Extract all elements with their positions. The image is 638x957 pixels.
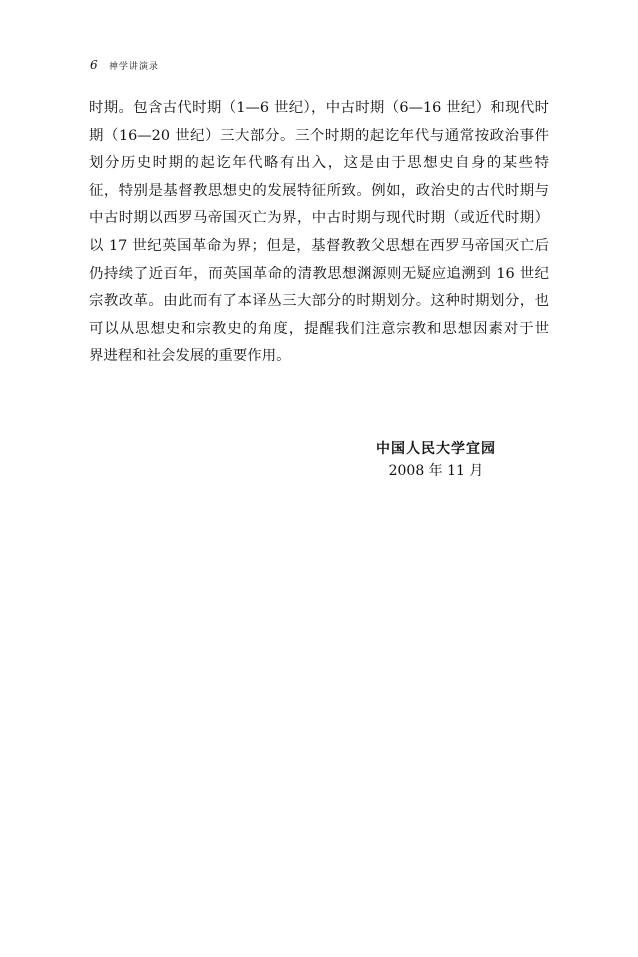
text-line: 仍持续了近百年，而英国革命的清教思想渊源则无疑应追溯到 16 世纪	[89, 265, 549, 282]
signature-date: 2008 年 11 月	[388, 463, 484, 479]
text-line: 中古时期以西罗马帝国灭亡为界，中古时期与现代时期（或近代时期）	[89, 210, 549, 227]
text-line: 划分历史时期的起讫年代略有出入，这是由于思想史自身的某些特	[89, 155, 549, 172]
text-line: 时期。包含古代时期（1—6 世纪），中古时期（6—16 世纪）和现代时	[89, 100, 549, 116]
signature-block	[376, 438, 496, 482]
text-line: 可以从思想史和宗教史的角度，提醒我们注意宗教和思想因素对于世	[89, 320, 549, 337]
running-title: 神学讲演录	[108, 62, 159, 72]
page-number: 6	[90, 58, 98, 72]
page-header	[90, 58, 159, 74]
text-line: 宗教改革。由此而有了本译丛三大部分的时期划分。这种时期划分，也	[89, 293, 549, 310]
text-line: 征，特别是基督教思想史的发展特征所致。例如，政治史的古代时期与	[89, 182, 549, 199]
text-line: 以 17 世纪英国革命为界；但是，基督教教父思想在西罗马帝国灭亡后	[89, 237, 549, 254]
text-line: 界进程和社会发展的重要作用。	[89, 348, 291, 365]
signature-place: 中国人民大学宜园	[376, 441, 496, 457]
body-paragraph	[89, 98, 549, 374]
text-line: 期（16—20 世纪）三大部分。三个时期的起讫年代与通常按政治事件	[89, 127, 549, 144]
